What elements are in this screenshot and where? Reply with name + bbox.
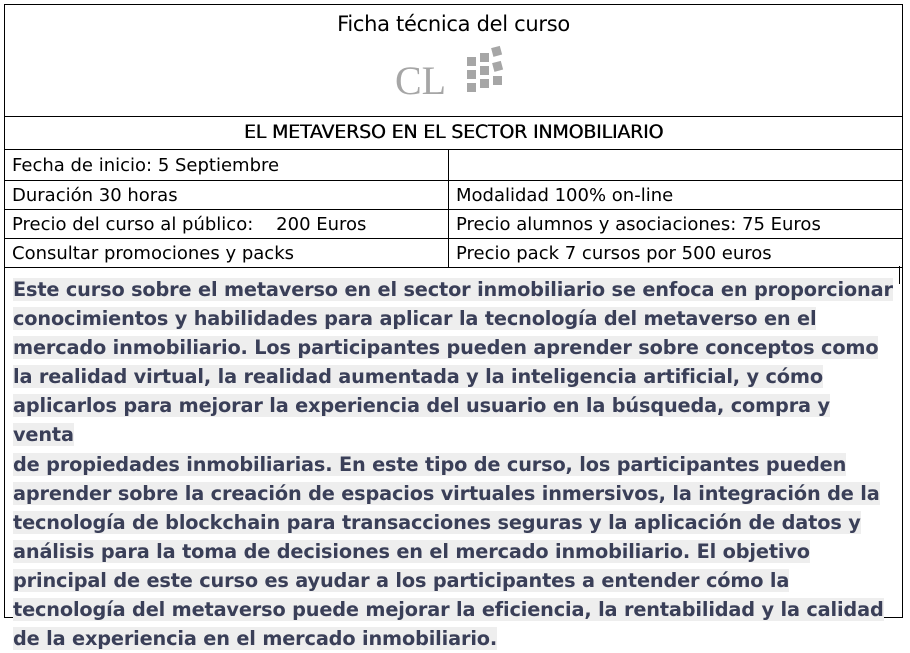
info-row-price	[5, 210, 902, 239]
text-cursor	[899, 266, 900, 284]
info-row-duration	[5, 181, 902, 210]
description-line: principal de este curso es ayudar a los participantes a entender cómo la	[13, 568, 790, 592]
description-line: análisis para la toma de decisiones en el mercado inmobiliario. El objetivo	[13, 539, 810, 563]
description-line: tecnología del metaverso puede mejorar la eficiencia, la rentabilidad y la calidad	[13, 598, 884, 622]
info-row-promotions	[5, 239, 902, 268]
description-line: aplicarlos para mejorar la experiencia del usuario en la búsqueda, compra y venta	[13, 394, 830, 447]
modality-cell: Modalidad 100% on-line	[456, 185, 674, 206]
logo-letters: CL	[395, 58, 447, 101]
course-sheet	[4, 4, 903, 651]
description-line: la realidad virtual, la realidad aumentada y la inteligencia artificial, y cómo	[13, 365, 823, 389]
pack-price-cell: Precio pack 7 cursos por 500 euros	[456, 243, 772, 264]
promotions-cell: Consultar promociones y packs	[5, 239, 449, 267]
header-block	[5, 5, 902, 117]
description-line: tecnología de blockchain para transacciones seguras y la aplicación de datos y	[13, 510, 861, 534]
start-date-cell: Fecha de inicio: 5 Septiembre	[5, 150, 449, 180]
description-line: Este curso sobre el metaverso en el sector inmobiliario se enfoca en proporcionar	[13, 278, 893, 301]
course-description	[5, 272, 902, 653]
description-line: mercado inmobiliario. Los participantes pueden aprender sobre conceptos como	[13, 336, 879, 360]
student-price-cell: Precio alumnos y asociaciones: 75 Euros	[456, 214, 821, 235]
description-line: conocimientos y habilidades para aplicar la tecnología del metaverso en el	[13, 307, 817, 331]
course-title: EL METAVERSO EN EL SECTOR INMOBILIARIO	[5, 116, 902, 150]
empty-cell	[449, 150, 902, 180]
info-row-start-date	[5, 150, 902, 181]
description-line: aprender sobre la creación de espacios virtuales inmersivos, la integración de la	[13, 481, 880, 505]
description-line: de la experiencia en el mercado inmobiliario.	[13, 627, 498, 651]
info-table	[5, 150, 902, 268]
description-line: de propiedades inmobiliarias. En este tipo de curso, los participantes pueden	[13, 452, 847, 476]
cl-logo	[395, 43, 515, 101]
page-title: Ficha técnica del curso	[337, 12, 570, 36]
public-price-cell: Precio del curso al público: 200 Euros	[5, 210, 449, 238]
duration-cell: Duración 30 horas	[5, 181, 449, 209]
logo-squares	[467, 46, 503, 92]
